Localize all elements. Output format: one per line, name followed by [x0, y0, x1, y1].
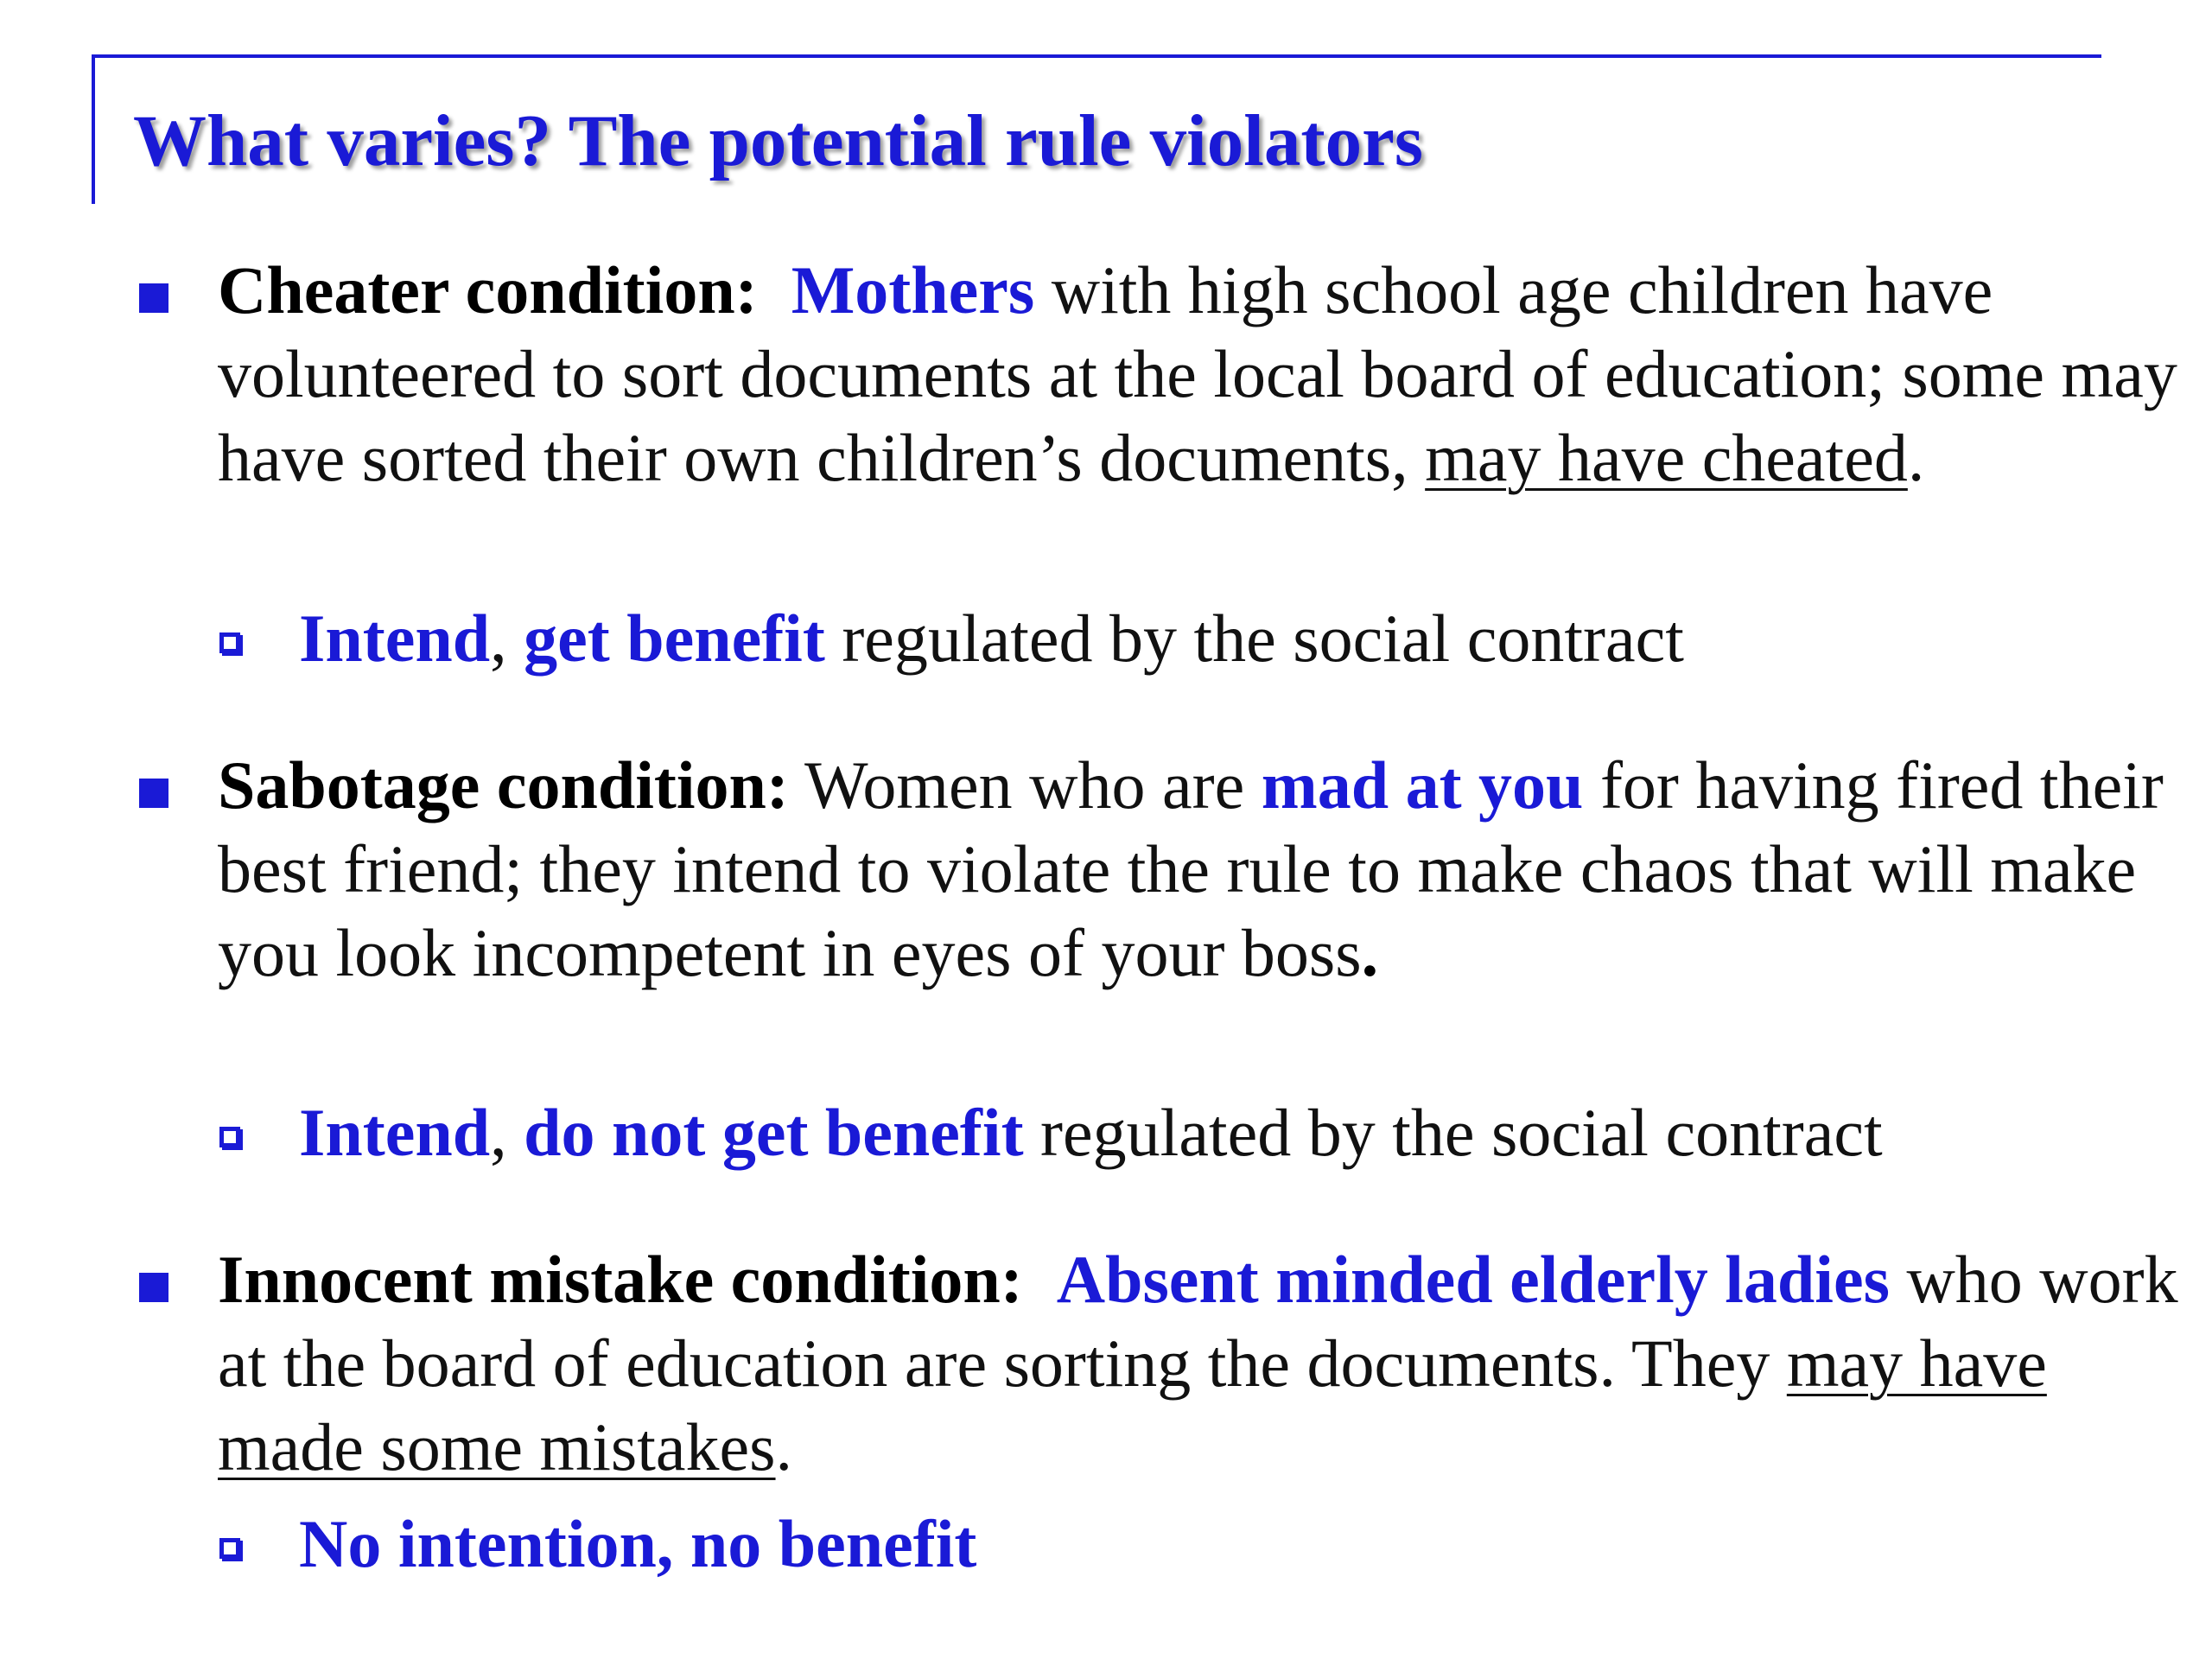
- subbullet-sabotage: [299, 1090, 2200, 1174]
- bullet-lead: Sabotage condition:: [218, 747, 789, 823]
- hollow-square-bullet-icon: [219, 632, 240, 653]
- subbullet-text: No intention, no benefit: [299, 1506, 977, 1581]
- hollow-square-bullet-icon: [219, 1538, 240, 1559]
- subbullet-benefit: get benefit: [524, 601, 825, 676]
- bullet-text: with high school age children have volunteered to sort documents at the local board of education; some may have sorted their own children’s documents,: [218, 252, 2177, 495]
- bullet-underlined-text: may have made some mistakes: [218, 1325, 2047, 1484]
- square-bullet-icon: [139, 1273, 168, 1302]
- square-bullet-icon: [139, 779, 168, 808]
- bullet-text-cont: for having fired their best friend; they intend to violate the rule to make chaos that will make you look incompetent in eyes of your boss: [218, 747, 2164, 990]
- subbullet-innocent: [299, 1502, 2200, 1586]
- subbullet-comma: ,: [490, 601, 524, 676]
- bullet-highlight: Absent minded elderly ladies: [1056, 1242, 1890, 1317]
- bullet-underlined-text: may have cheated: [1425, 420, 1908, 495]
- bullet-sabotage: [218, 743, 2196, 995]
- subbullet-intend: Intend: [299, 1095, 491, 1170]
- square-bullet-icon: [139, 283, 168, 313]
- bullet-text: who work at the board of education are sorting the documents. They: [218, 1242, 2178, 1401]
- subbullet-intend: Intend: [299, 601, 491, 676]
- subbullet-rest: regulated by the social contract: [1023, 1095, 1883, 1170]
- hollow-square-bullet-icon: [219, 1127, 240, 1147]
- bullet-text-end: .: [775, 1409, 793, 1484]
- subbullet-benefit: do not get benefit: [524, 1095, 1024, 1170]
- bullet-text-end: .: [1361, 915, 1379, 990]
- subbullet-rest: regulated by the social contract: [824, 601, 1684, 676]
- bullet-innocent: [218, 1237, 2196, 1489]
- slide-title: What varies? The potential rule violators: [133, 100, 1423, 181]
- bullet-highlight: Mothers: [791, 252, 1035, 327]
- subbullet-comma: ,: [490, 1095, 524, 1170]
- bullet-lead: Innocent mistake condition:: [218, 1242, 1023, 1317]
- bullet-text-end: .: [1907, 420, 1925, 495]
- subbullet-cheater: [299, 596, 2200, 680]
- bullet-cheater: [218, 248, 2196, 499]
- bullet-spacer: [758, 252, 791, 327]
- bullet-text: Women who are: [788, 747, 1262, 823]
- bullet-spacer: [1023, 1242, 1057, 1317]
- bullet-lead: Cheater condition:: [218, 252, 758, 327]
- bullet-highlight: mad at you: [1261, 747, 1584, 823]
